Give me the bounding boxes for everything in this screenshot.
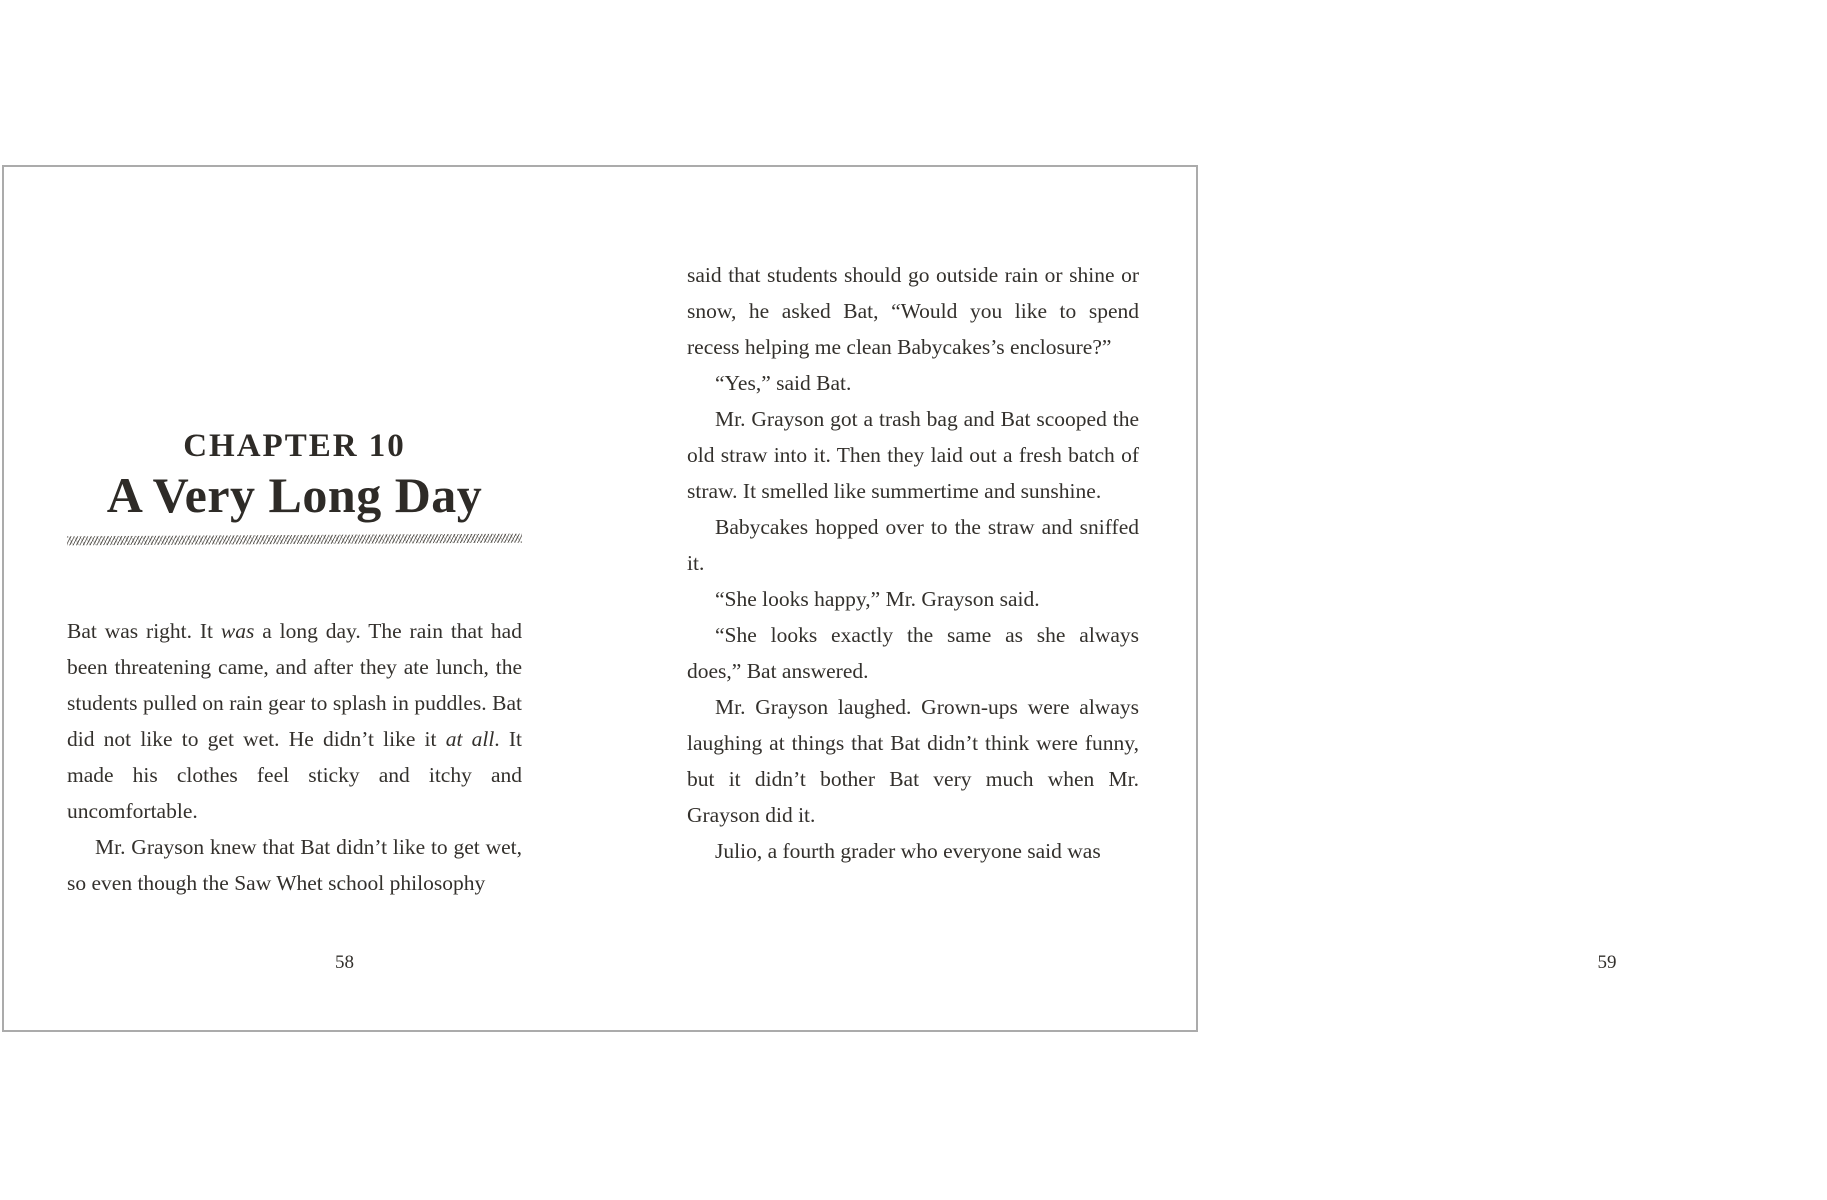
text-segment: a long day. The rain that had been threatening came, and after they ate lunch, the students pulled on rain gear to splash in puddles. Bat did not like to get wet. He didn’t like it xyxy=(67,619,522,751)
text-segment: “She looks exactly the same as she always does,” Bat answered. xyxy=(687,623,1139,683)
book-spread xyxy=(2,165,1617,1032)
text-segment: “Yes,” said Bat. xyxy=(715,371,852,395)
chapter-heading xyxy=(67,425,522,544)
text-segment: . It made his clothes feel sticky and itchy and uncomfortable. xyxy=(67,727,522,823)
right-page-number: 59 xyxy=(1597,952,1617,973)
italic-text-segment: at all xyxy=(445,727,495,751)
paragraph xyxy=(687,581,1139,617)
left-page-number: 58 xyxy=(335,952,354,973)
chapter-title: A Very Long Day xyxy=(106,467,483,523)
italic-text-segment: was xyxy=(220,619,255,643)
text-segment: Mr. Grayson knew that Bat didn’t like to get wet, so even though the Saw Whet school philosophy xyxy=(67,835,522,895)
chapter-number-label: CHAPTER 10 xyxy=(183,428,406,464)
right-page xyxy=(687,167,1617,1030)
paragraph xyxy=(687,401,1139,509)
paragraph xyxy=(687,257,1139,365)
right-page-body xyxy=(687,257,1139,869)
paragraph xyxy=(67,829,522,901)
paragraph xyxy=(687,689,1139,833)
text-segment: “She looks happy,” Mr. Grayson said. xyxy=(715,587,1040,611)
paragraph xyxy=(687,833,1139,869)
text-segment: Babycakes hopped over to the straw and sniffed it. xyxy=(687,515,1139,575)
text-segment: Julio, a fourth grader who everyone said was xyxy=(715,839,1101,863)
left-page xyxy=(67,167,522,1030)
text-segment: said that students should go outside rain or shine or snow, he asked Bat, “Would you like to spend recess helping me clean Babycakes’s enclosure?” xyxy=(687,263,1139,359)
paragraph xyxy=(67,613,522,829)
text-segment: Mr. Grayson laughed. Grown-ups were always laughing at things that Bat didn’t think were funny, but it didn’t bother Bat very much when Mr. Grayson did it. xyxy=(687,695,1139,827)
text-segment: Mr. Grayson got a trash bag and Bat scooped the old straw into it. Then they laid out a fresh batch of straw. It smelled like summertime and sunshine. xyxy=(687,407,1139,503)
text-segment: Bat was right. It xyxy=(67,619,221,643)
paragraph xyxy=(687,509,1139,581)
chapter-underline-rule xyxy=(67,534,522,546)
paragraph xyxy=(687,617,1139,689)
paragraph xyxy=(687,365,1139,401)
left-page-body xyxy=(67,613,522,901)
